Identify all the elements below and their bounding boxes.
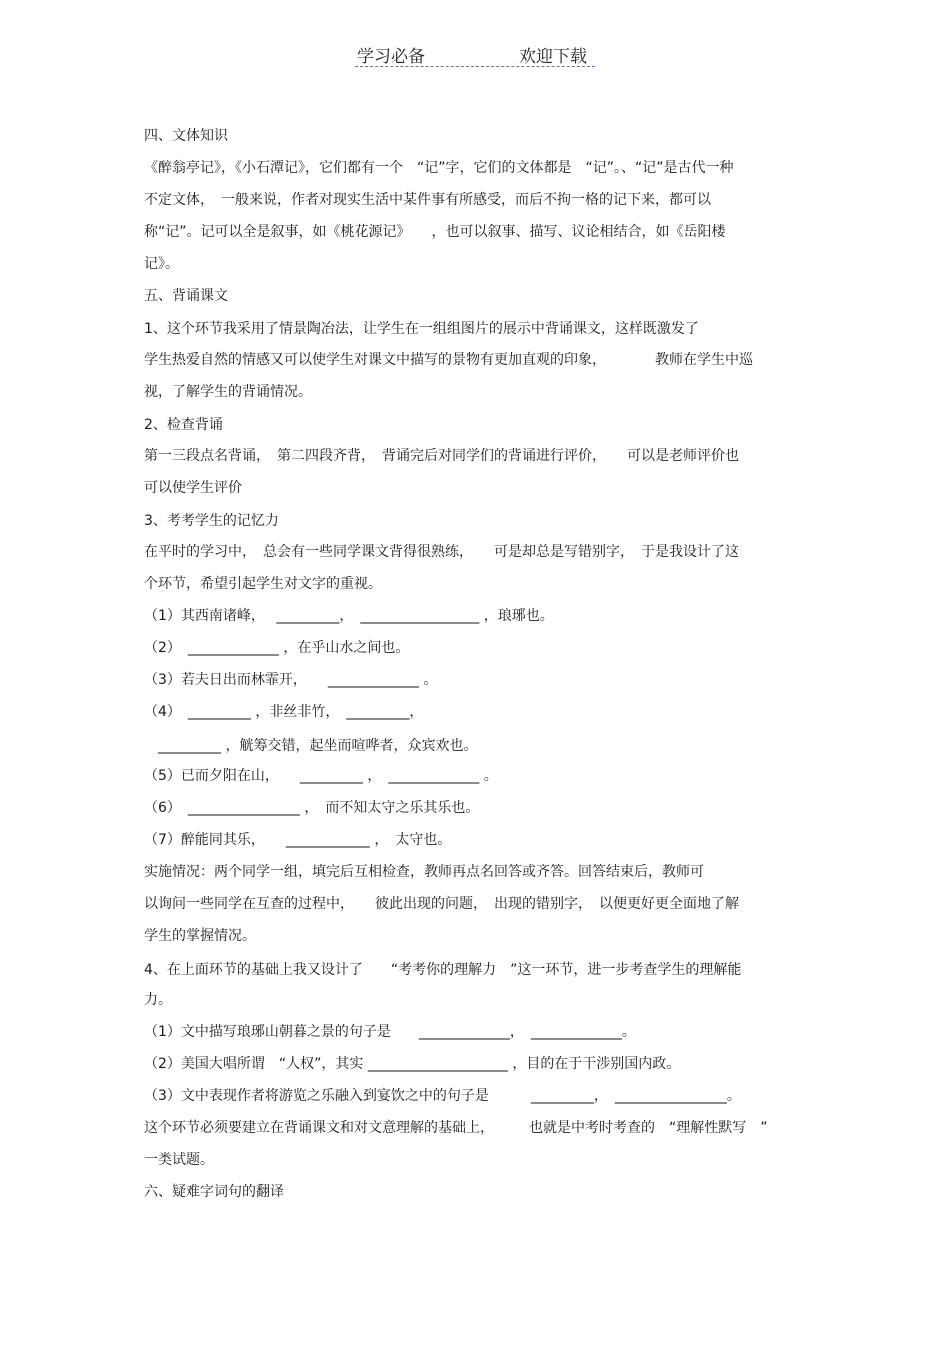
paragraph-line: 4、在上面环节的基础上我又设计了 “考考你的理解力 ”这一环节，进一步考查学生的理解能 <box>144 962 742 978</box>
fill-blank-item: （5）已而夕阳在山， _________ ， _____________ 。 <box>144 768 498 784</box>
paragraph-line: 实施情况：两个同学一组，填完后互相检查，教师再点名回答或齐答。回答结束后，教师可 <box>144 864 704 880</box>
paragraph-line: 1、这个环节我采用了情景陶冶法，让学生在一组组图片的展示中背诵课文，这样既激发了 <box>144 321 699 337</box>
paragraph-line: 不定文体， 一般来说，作者对现实生活中某件事有所感受，而后不拘一格的记下来，都可以 <box>144 192 711 208</box>
fill-blank-item: （7）醉能同其乐， ____________ ， 太守也。 <box>144 832 452 848</box>
paragraph-line: 力。 <box>144 992 172 1008</box>
fill-blank-item: （2）美国大唱所谓 “人权”，其实 ____________________ ，目的在于干涉别国内政。 <box>144 1056 681 1072</box>
subheading: 3、考考学生的记忆力 <box>144 513 279 529</box>
section-heading: 六、疑难字词句的翻译 <box>144 1184 284 1200</box>
page-header <box>355 40 595 67</box>
fill-blank-item: （3）文中表现作者将游览之乐融入到宴饮之中的句子是 _________， ________________。 <box>144 1088 741 1104</box>
paragraph-line: 记》。 <box>144 256 179 272</box>
header-right-text: 欢迎下载 <box>519 47 587 67</box>
paragraph-line: 可以使学生评价 <box>144 480 242 496</box>
paragraph-line: 学生的掌握情况。 <box>144 928 256 944</box>
paragraph-line: 《醉翁亭记》，《小石潭记》，它们都有一个 “记”字，它们的文体都是 “记”。、“记”是古代一种 <box>144 160 734 176</box>
paragraph-line: 个环节，希望引起学生对文字的重视。 <box>144 576 382 592</box>
fill-blank-item: （1）文中描写琅琊山朝暮之景的句子是 _____________， _____________。 <box>144 1024 636 1040</box>
section-heading: 五、背诵课文 <box>144 288 228 304</box>
section-heading: 四、文体知识 <box>144 128 228 144</box>
fill-blank-item: （3）若夫日出而林霏开， _____________ 。 <box>144 672 438 688</box>
fill-blank-item: （1）其西南诸峰， _________， _________________ ，琅琊也。 <box>144 608 554 624</box>
paragraph-line: 第一三段点名背诵， 第二四段齐背， 背诵完后对同学们的背诵进行评价， 可以是老师评价也 <box>144 448 739 464</box>
paragraph-line: 一类试题。 <box>144 1152 214 1168</box>
paragraph-line: 视，了解学生的背诵情况。 <box>144 384 312 400</box>
fill-blank-item: （2） _____________ ，在乎山水之间也。 <box>144 640 410 656</box>
fill-blank-item: _________ ，觥筹交错，起坐而喧哗者，众宾欢也。 <box>144 738 478 754</box>
paragraph-line: 称“记”。记可以全是叙事，如《桃花源记》 ，也可以叙事、描写、议论相结合，如《岳阳楼 <box>144 224 726 240</box>
paragraph-line: 学生热爱自然的情感又可以使学生对课文中描写的景物有更加直观的印象， 教师在学生中巡 <box>144 352 753 368</box>
fill-blank-item: （4） _________ ，非丝非竹， _________， <box>144 704 424 720</box>
paragraph-line: 在平时的学习中， 总会有一些同学课文背得很熟练， 可是却总是写错别字， 于是我设计了这 <box>144 544 739 560</box>
subheading: 2、检查背诵 <box>144 417 223 433</box>
fill-blank-item: （6） ________________ ， 而不知太守之乐其乐也。 <box>144 800 480 816</box>
paragraph-line: 这个环节必须要建立在背诵课文和对文意理解的基础上， 也就是中考时考查的 “理解性默写 ” <box>144 1120 768 1136</box>
header-left-text: 学习必备 <box>357 47 425 67</box>
paragraph-line: 以询问一些同学在互查的过程中， 彼此出现的问题， 出现的错别字， 以便更好更全面地了解 <box>144 896 739 912</box>
